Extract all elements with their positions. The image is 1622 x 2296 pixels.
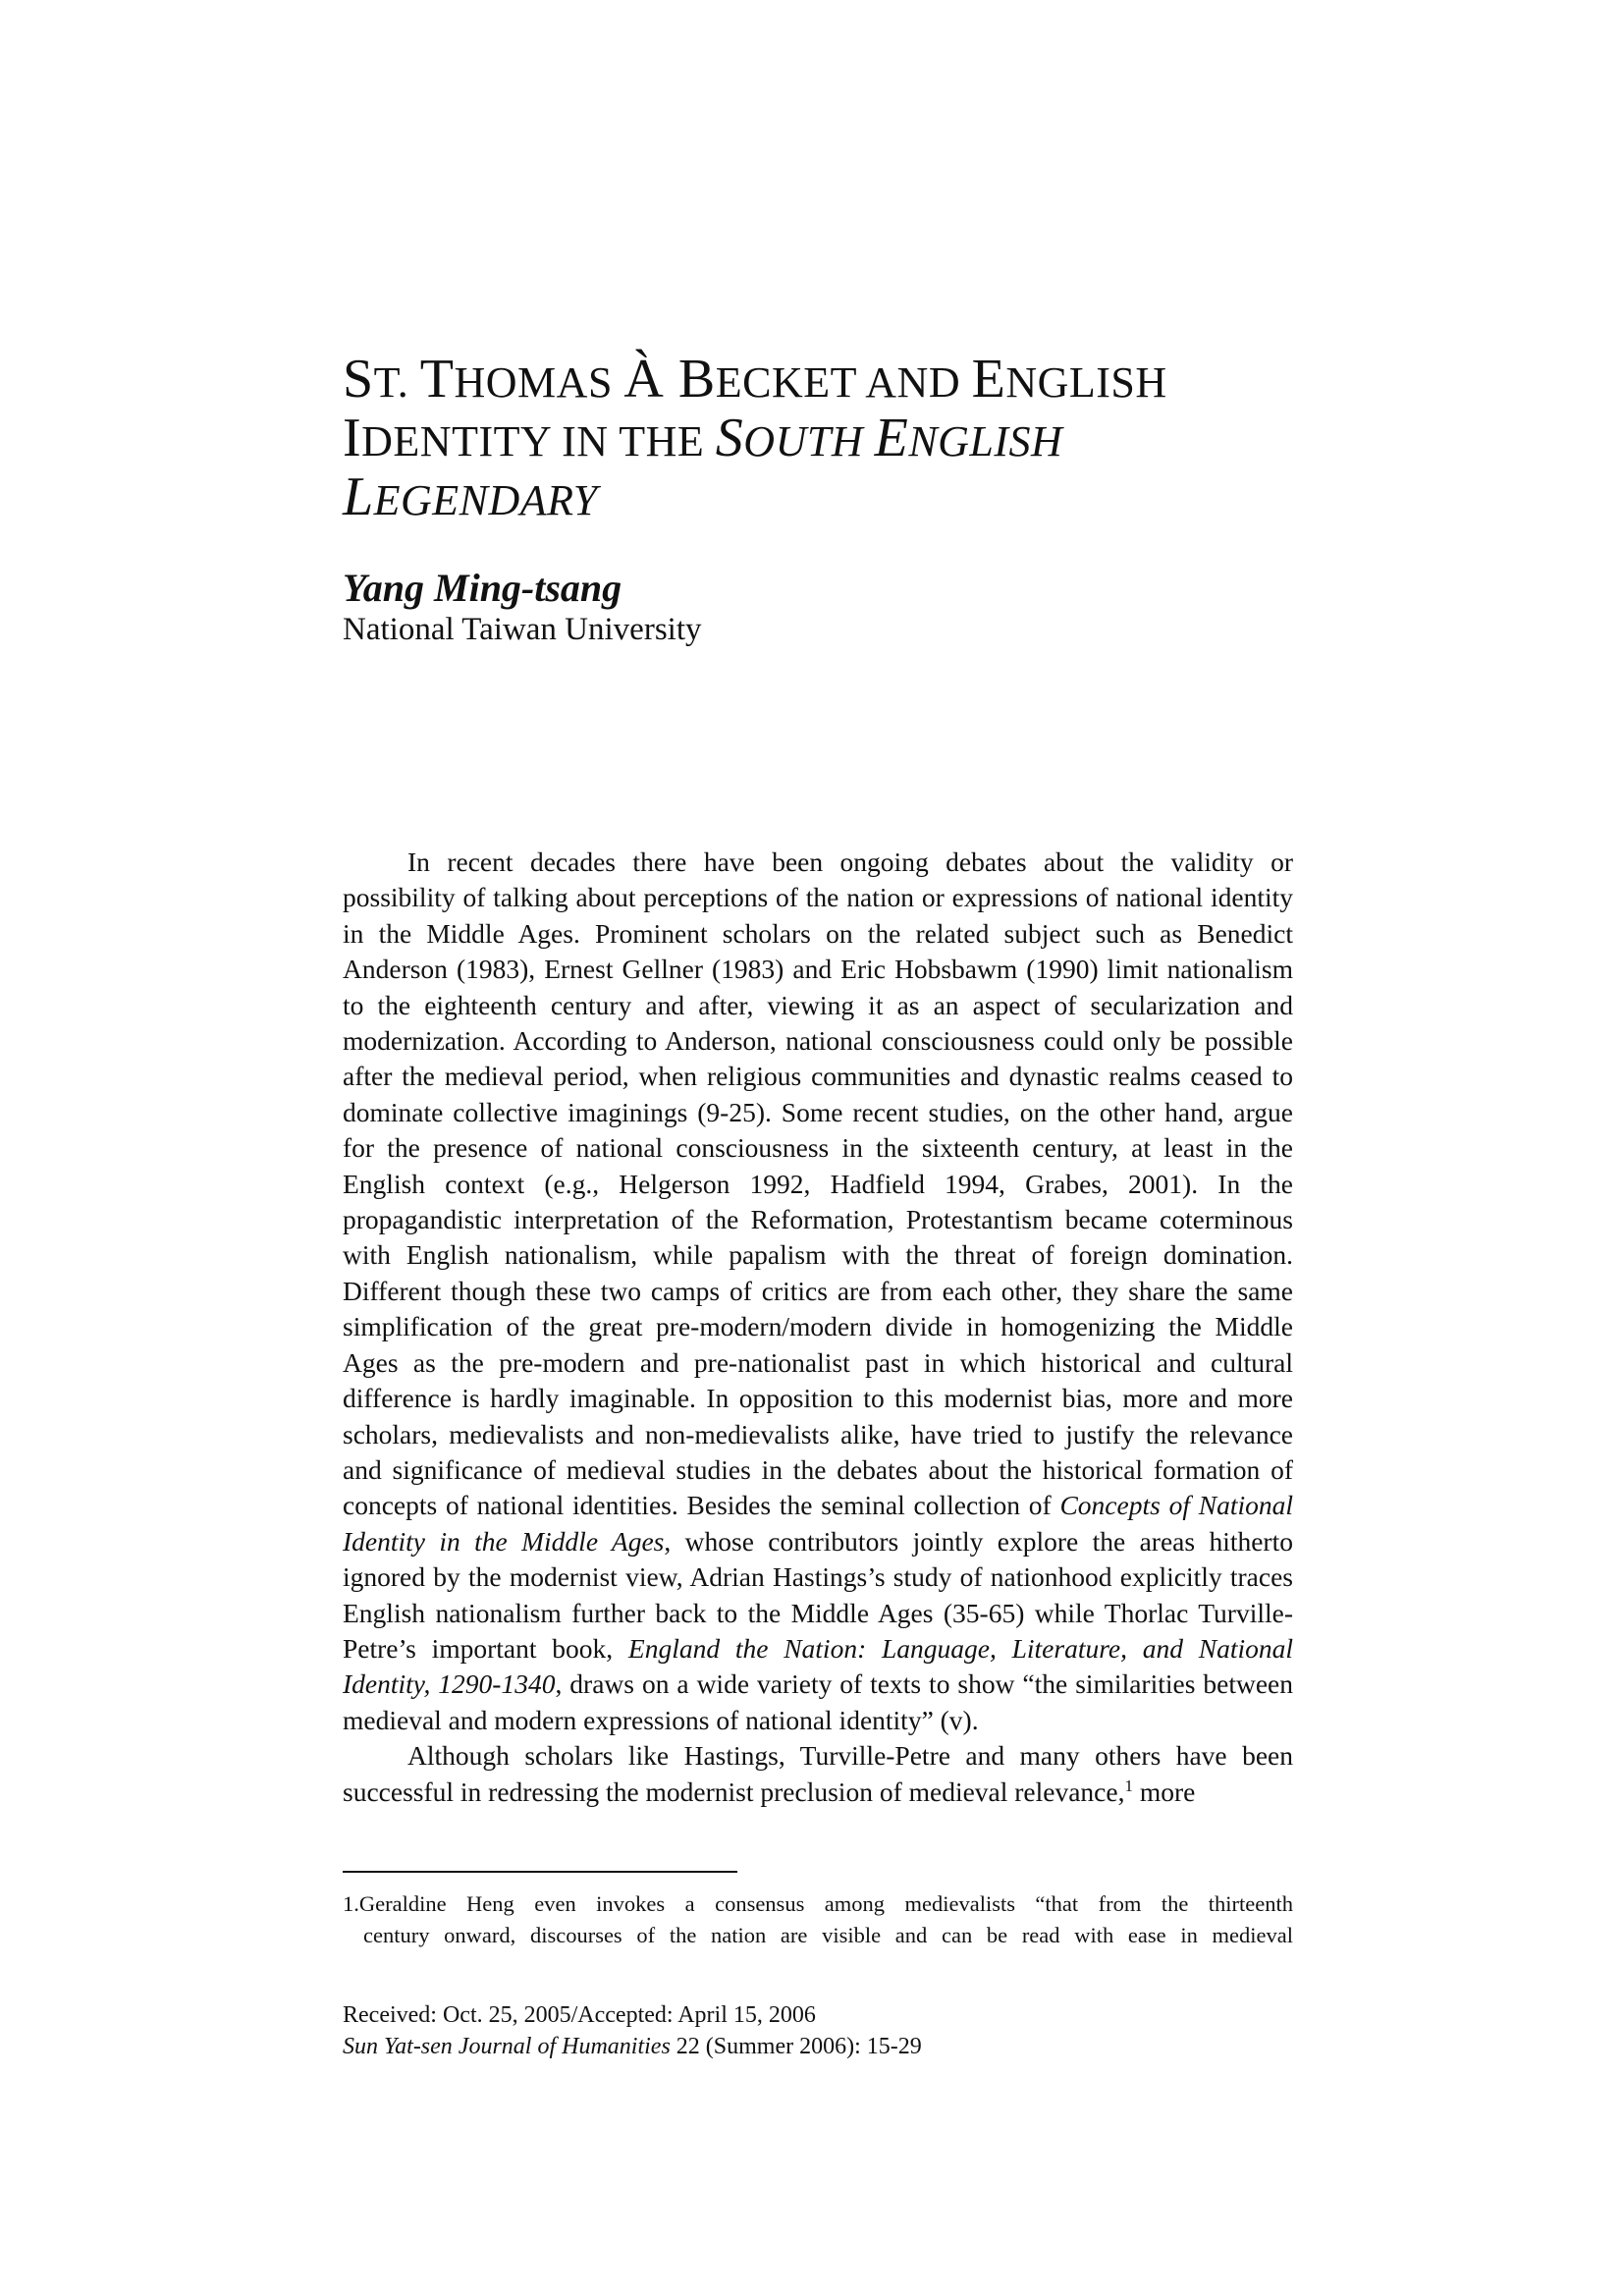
- title-italic-part: [716, 408, 1063, 468]
- received-dates: Received: Oct. 25, 2005/Accepted: April 15, 2006: [343, 2002, 816, 2028]
- footnote-divider: [343, 1871, 737, 1873]
- paragraph-text: , draws on a wide variety of texts to show “the similarities between medieval and modern expressions of national identity” (v).: [343, 1668, 1293, 1735]
- book-title-italic: Concepts of National Identity in the Middle Ages: [343, 1490, 1293, 1557]
- title-initial: E: [971, 349, 1006, 410]
- citation-details: 22 (Summer 2006): 15-29: [670, 2034, 922, 2059]
- paragraph-text: Although scholars like Hastings, Turville-Petre and many others have been successful in redressing the modernist preclusion of medieval relevance,: [343, 1740, 1293, 1807]
- author-name: Yang Ming-tsang: [343, 566, 622, 610]
- title-smallcaps: NGLISH: [1005, 358, 1167, 407]
- title-smallcaps: ECKET AND: [715, 358, 972, 407]
- title-line-2: [343, 410, 1325, 469]
- title-initial: I: [343, 408, 362, 468]
- paragraph-1: [343, 845, 1293, 1738]
- paragraph-text: , whose contributors jointly explore the areas hitherto ignored by the modernist view, Adrian Hastings’s study of nationhood explicitly traces English nationalism further back to the Middle Ages (35-65) while Thorlac Turville-Petre’s important book,: [343, 1525, 1293, 1664]
- title-smallcaps: DENTITY IN THE: [361, 417, 716, 465]
- paragraph-text: more: [1132, 1776, 1196, 1807]
- book-title-italic: England the Nation: Language, Literature, and National Identity, 1290-1340: [343, 1632, 1293, 1700]
- title-initial: B: [677, 349, 716, 410]
- title-smallcaps: OUTH: [743, 417, 875, 465]
- article-title: [343, 349, 1325, 528]
- title-line-1: [343, 349, 1325, 410]
- footnote-marker: 1: [1124, 1776, 1133, 1795]
- title-smallcaps: HOMAS: [454, 358, 624, 407]
- title-word: À: [623, 349, 678, 410]
- title-smallcaps: NGLISH: [908, 417, 1063, 465]
- title-initial: E: [874, 408, 909, 468]
- title-initial: S: [715, 408, 744, 468]
- footnote-line: 1.Geraldine Heng even invokes a consensus among medievalists “that from the thirteenth: [343, 1891, 1293, 1916]
- journal-citation: [343, 2031, 922, 2062]
- journal-name: Sun Yat-sen Journal of Humanities: [343, 2034, 671, 2059]
- paragraph-2: [343, 1738, 1293, 1810]
- title-smallcaps: T.: [373, 358, 420, 407]
- footnote-line: century onward, discourses of the nation are visible and can be read with ease in medieval: [363, 1923, 1293, 1947]
- body-text: [343, 845, 1293, 1810]
- title-line-3: [343, 466, 1325, 528]
- title-initial: S: [343, 349, 374, 410]
- author-affiliation: National Taiwan University: [343, 612, 702, 647]
- title-initial: T: [419, 349, 455, 410]
- title-initial: L: [343, 466, 374, 527]
- paragraph-text: In recent decades there have been ongoing debates about the validity or possibility of talking about perceptions of the nation or expressions of national identity in the Middle Ages. Prominent scholars on the related subject such as Benedict Anderson (1983), Ernest Gellner (1983) and Eric Hobsbawm (1990) limit nationalism to the eighteenth century and after, viewing it as an aspect of secularization and modernization. According to Anderson, national consciousness could only be possible after the medieval period, when religious communities and dynastic realms ceased to dominate collective imaginings (9-25). Some recent studies, on the other hand, argue for the presence of national consciousness in the sixteenth century, at least in the English context (e.g., Helgerson 1992, Hadfield 1994, Grabes, 2001). In the propagandistic interpretation of the Reformation, Protestantism became coterminous with English nationalism, while papalism with the threat of foreign domination. Different though these two camps of critics are from each other, they share the same simplification of the great pre-modern/modern divide in homogenizing the Middle Ages as the pre-modern and pre-nationalist past in which historical and cultural difference is hardly imaginable. In opposition to this modernist bias, more and more scholars, medievalists and non-medievalists alike, have tried to justify the relevance and significance of medieval studies in the debates about the historical formation of concepts of national identities. Besides the seminal collection of: [343, 847, 1293, 1521]
- footnote: [343, 1888, 1293, 1951]
- title-smallcaps: EGENDARY: [373, 476, 598, 524]
